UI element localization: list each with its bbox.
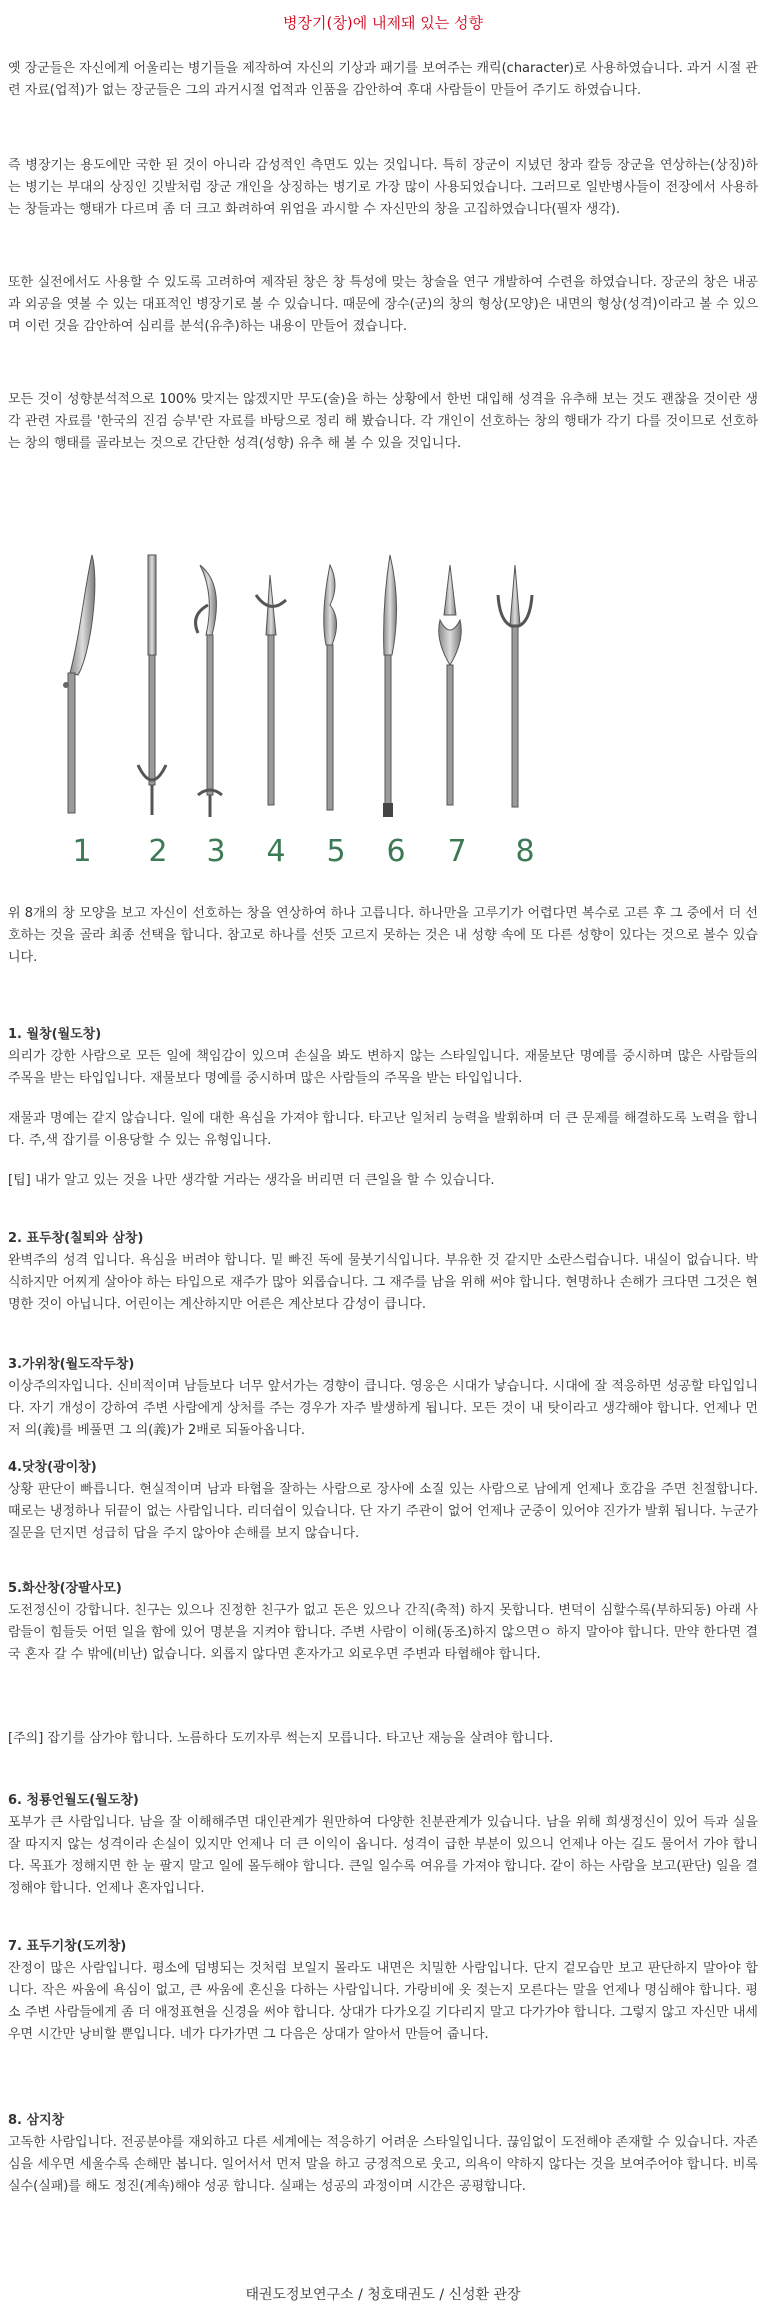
spear-5-icon — [324, 565, 337, 810]
section-8-paragraph-1: 고독한 사람입니다. 전공분야를 재외하고 다른 세계에는 적응하기 어려운 스타일입니다. 끊임없이 도전해야 존재할 수 있습니다. 자존심을 세우면 세울수록 손해만 봅니다. 일어서서 먼저 말을 하고 긍정적으로 웃고, 의욕이 약하지 않다는 것을 보여주어야 합니다. 비록 실수(실패)를 해도 정진(계속)해야 성공 합니다. 실패는 성공의 과정이며 시간은 공평합니다. — [8, 2135, 758, 2194]
section-5-heading: 5.화산창(장팔사모) — [8, 1581, 122, 1596]
section-1-heading: 1. 월창(월도창) — [8, 1027, 102, 1042]
section-7-heading: 7. 표두기창(도끼창) — [8, 1939, 127, 1954]
section-1-paragraph-1: 의리가 강한 사람으로 모든 일에 책임감이 있으며 손실을 봐도 변하지 않는 스타일입니다. 재물보단 명예를 중시하며 많은 사람들의 주목을 받는 타입입니다. 재물보다 명예를 중시하며 많은 사람들의 주목을 받는 타입입니다. — [8, 1049, 758, 1086]
section-4-heading: 4.닷창(광이창) — [8, 1460, 97, 1475]
footer-credit: 태권도정보연구소 / 청호태권도 / 신성환 관장 — [245, 2287, 521, 2303]
spear-6-icon — [383, 555, 397, 817]
spear-1-icon — [63, 555, 95, 813]
section-6-paragraph-1: 포부가 큰 사람입니다. 남을 잘 이해해주면 대인관계가 원만하여 다양한 친분관계가 있습니다. 남을 위해 희생정신이 있어 득과 실을 잘 따지지 않는 성격이라 손실이 있지만 언제나 더 큰 이익이 옵니다. 성격이 급한 부분이 있으니 언제나 아는 길도 물어서 가야 합니다. 목표가 정해지면 한 눈 팔지 말고 일에 몰두해야 합니다. 큰일 일수록 여유를 가져야 합니다. 같이 하는 사람을 보고(판단) 일을 결정해야 합니다. 언제나 혼자입니다. — [8, 1815, 758, 1896]
page-title: 병장기(창)에 내제돼 있는 성향 — [283, 14, 483, 32]
section-5-warning: [주의] 잡기를 삼가야 합니다. 노름하다 도끼자루 썩는지 모릅니다. 타고난 재능을 살려야 합니다. — [8, 1731, 554, 1746]
section-3-heading: 3.가위창(월도작두창) — [8, 1357, 135, 1372]
spear-7-icon — [439, 565, 462, 805]
spear-number-8: 8 — [515, 834, 535, 869]
selection-instructions: 위 8개의 창 모양을 보고 자신이 선호하는 창을 연상하여 하나 고릅니다. 하나만을 고루기가 어렵다면 복수로 고른 후 그 중에서 더 선호하는 것을 골라 최종 선택을 합니다. 참고로 하나를 선뜻 고르지 못하는 것은 내 성향 속에 또 다른 성향이 있다는 것으로 볼수 있습니다. — [8, 906, 758, 965]
intro-paragraph-3: 또한 실전에서도 사용할 수 있도록 고려하여 제작된 창은 창 특성에 맞는 창술을 연구 개발하여 수련을 하였습니다. 장군의 창은 내공과 외공을 엿볼 수 있는 대표적인 병장기로 볼 수 있습니다. 때문에 장수(군)의 창의 형상(모양)은 내면의 형상(성격)이라고 볼 수 있으며 이런 것을 감안하여 심리를 분석(유추)하는 내용이 만들어 졌습니다. — [8, 275, 758, 334]
spear-number-4: 4 — [266, 834, 286, 869]
spear-4-icon — [256, 575, 286, 805]
section-2-heading: 2. 표두창(칠퇴와 삼창) — [8, 1231, 144, 1246]
spear-number-1: 1 — [72, 834, 92, 869]
section-1-tip: [팁] 내가 알고 있는 것을 나만 생각할 거라는 생각을 버리면 더 큰일을 할 수 있습니다. — [8, 1173, 495, 1188]
spears-illustration — [30, 545, 730, 835]
section-8-heading: 8. 삼지창 — [8, 2113, 65, 2128]
section-1-paragraph-2: 재물과 명예는 같지 않습니다. 일에 대한 욕심을 가져야 합니다. 타고난 일처리 능력을 발휘하며 더 큰 문제를 해결하도록 노력을 합니다. 주,색 잡기를 이용당할 수 있는 유형입니다. — [8, 1111, 758, 1148]
section-5-paragraph-1: 도전정신이 강합니다. 친구는 있으나 진정한 친구가 없고 돈은 있으나 간직(축적) 하지 못합니다. 변덕이 심할수록(부하되동) 아래 사람들이 힘들듯 어떤 일을 함에 있어 명분을 지켜야 합니다. 주변 사람이 이해(동조)하지 않으면ㅇ 하지 말아야 합니다. 만약 한다면 결국 혼자 갈 수 밖에(비난) 없습니다. 외롭지 않다면 혼자가고 외로우면 주변과 타협해야 합니다. — [8, 1603, 758, 1662]
spear-3-icon — [196, 565, 222, 817]
section-3-paragraph-1: 이상주의자입니다. 신비적이며 남들보다 너무 앞서가는 경향이 큽니다. 영웅은 시대가 낳습니다. 시대에 잘 적응하면 성공할 타입입니다. 자기 개성이 강하여 주변 사람에게 상처를 주는 경우가 자주 발생하게 됩니다. 모든 것이 내 탓이라고 생각해야 합니다. 언제나 먼저 의(義)를 베풀면 그 의(義)가 2배로 되돌아옵니다. — [8, 1379, 758, 1438]
section-2-paragraph-1: 완벽주의 성격 입니다. 욕심을 버려야 합니다. 밑 빠진 독에 물붓기식입니다. 부유한 것 같지만 소란스럽습니다. 내실이 없습니다. 박식하지만 어찌게 살아야 하는 타입으로 재주가 많아 외롭습니다. 그 재주를 남을 위해 써야 합니다. 현명하나 손해가 크다면 그것은 현명한 것이 아닙니다. 어린이는 계산하지만 어른은 계산보다 감성이 큽니다. — [8, 1253, 758, 1312]
spear-number-5: 5 — [326, 834, 346, 869]
section-7-paragraph-1: 잔정이 많은 사람입니다. 평소에 덤병되는 것처럼 보일지 몰라도 내면은 치밀한 사람입니다. 단지 겉모습만 보고 판단하지 말아야 합니다. 작은 싸움에 욕심이 없고, 큰 싸움에 혼신을 다하는 사람입니다. 가랑비에 옷 젖는지 모른다는 말을 언제나 명심해야 합니다. 평소 주변 사람들에게 좀 더 애정표현을 신경을 써야 합니다. 상대가 다가오길 기다리지 말고 다가가야 합니다. 그렇지 않고 자신만 내세우면 시간만 낭비할 뿐입니다. 네가 다가가면 그 다음은 상대가 알아서 만들어 줍니다. — [8, 1961, 758, 2042]
intro-paragraph-1: 옛 장군들은 자신에게 어울리는 병기들을 제작하여 자신의 기상과 패기를 보여주는 캐릭(character)로 사용하였습니다. 과거 시절 관련 자료(업적)가 없는 장군들은 그의 과거시절 업적과 인품을 감안하여 후대 사람들이 만들어 주기도 하였습니다. — [8, 61, 758, 98]
intro-paragraph-4: 모든 것이 성향분석적으로 100% 맞지는 않겠지만 무도(술)을 하는 상황에서 한번 대입해 성격을 유추해 보는 것도 괜찮을 것이란 생각 관련 자료를 '한국의 진검 승부'란 자료를 바탕으로 정리 해 봤습니다. 각 개인이 선호하는 창의 행태가 각기 다를 것이므로 선호하는 창의 행태를 골라보는 것으로 간단한 성격(성향) 유추 해 볼 수 있을 것입니다. — [8, 392, 758, 451]
section-4-paragraph-1: 상황 판단이 빠릅니다. 현실적이며 남과 타협을 잘하는 사람으로 장사에 소질 있는 사람으로 남에게 언제나 호감을 주면 친절합니다. 때로는 냉정하나 뒤끝이 없는 사람입니다. 리더쉽이 있습니다. 단 자기 주관이 없어 언제나 군중이 있어야 진가가 발휘 됩니다. 누군가 질문을 던지면 성급히 답을 주지 않아야 손해를 보지 않습니다. — [8, 1482, 758, 1541]
spear-2-icon — [138, 555, 166, 815]
spear-number-2: 2 — [148, 834, 168, 869]
intro-paragraph-2: 즉 병장기는 용도에만 국한 된 것이 아니라 감성적인 측면도 있는 것입니다. 특히 장군이 지녔던 창과 칼등 장군을 연상하는(상징)하는 병기는 부대의 상징인 깃발처럼 장군 개인을 상징하는 병기로 가장 많이 사용되었습니다. 그러므로 일반병사들이 전장에서 사용하는 창들과는 행태가 다르며 좀 더 크고 화려하여 위엄을 과시할 수 자신만의 창을 고집하였습니다(필자 생각). — [8, 158, 758, 217]
spear-number-3: 3 — [206, 834, 226, 869]
section-6-heading: 6. 청룡언월도(월도창) — [8, 1793, 139, 1808]
spear-number-6: 6 — [386, 834, 406, 869]
spear-8-icon — [498, 565, 532, 807]
spear-number-7: 7 — [447, 834, 467, 869]
